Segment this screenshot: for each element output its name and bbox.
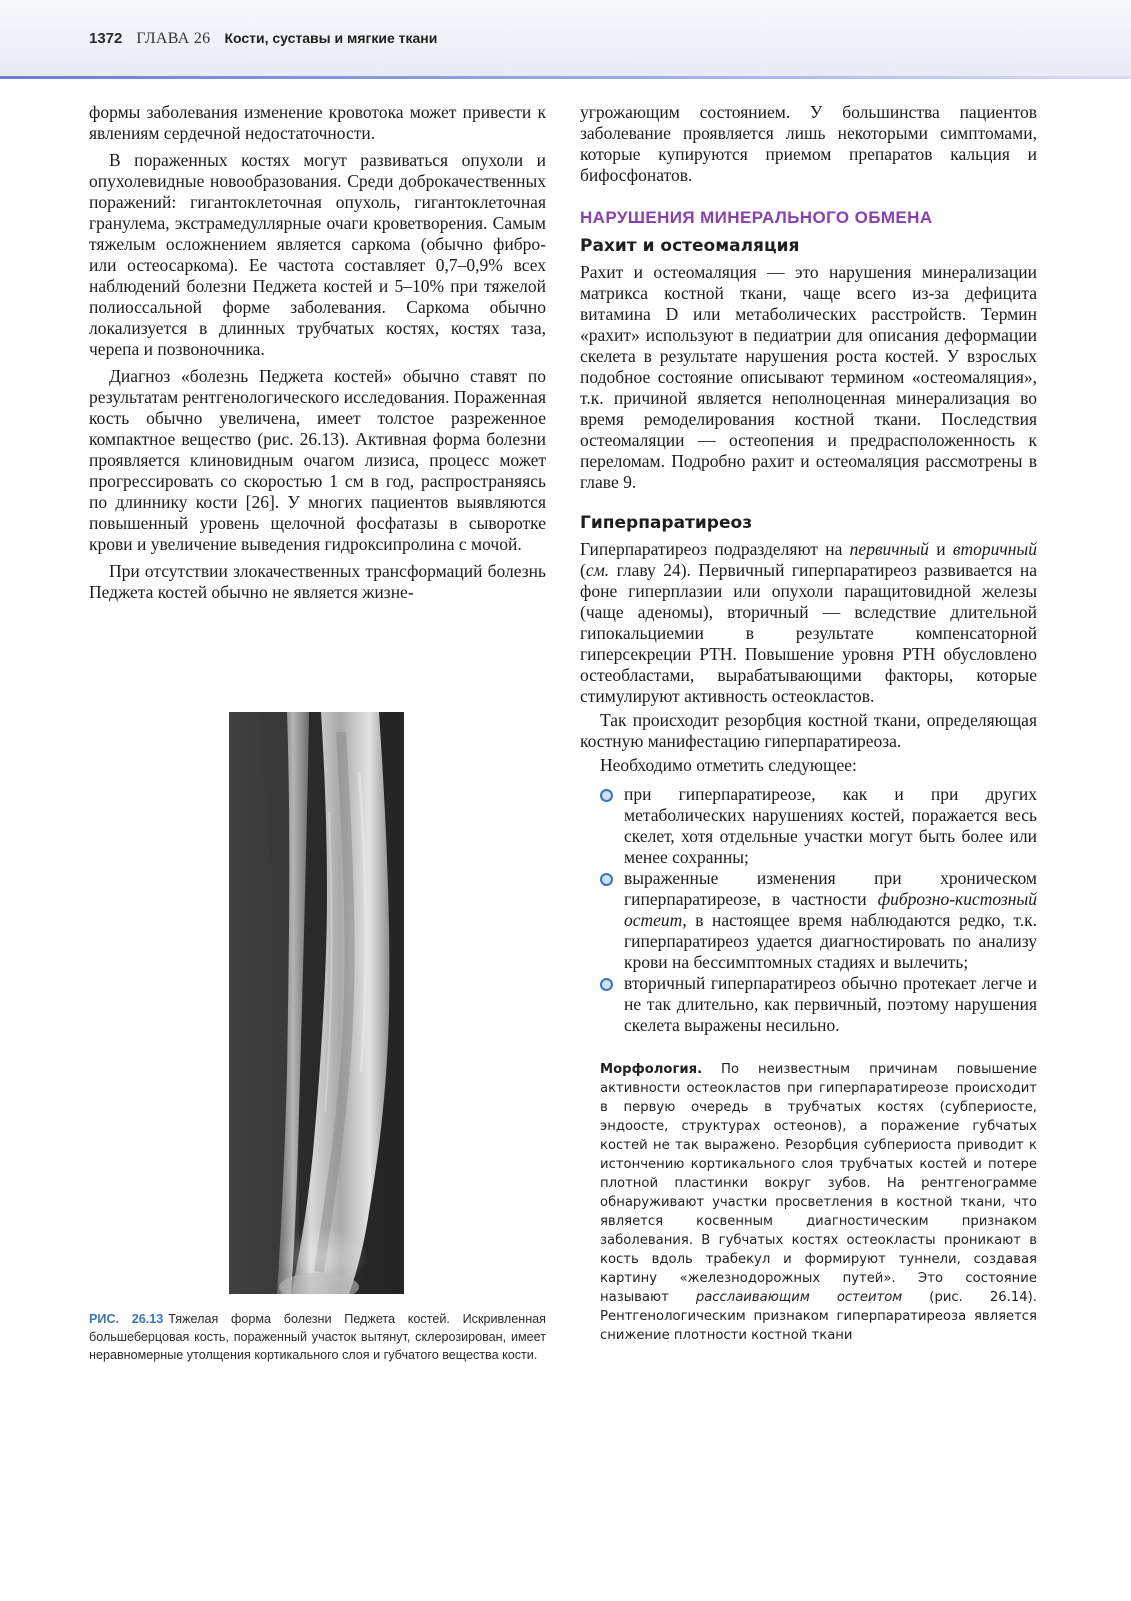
morphology-box: Морфология. По неизвестным причинам повышение активности остеокластов при гиперпаратиреозе происходит в первую очередь в трубчатых костях (субпериосте, эндоосте, структурах остеонов), а поражение губчатых костей не так выражено. Резорбция субпериоста приводит к истончению кортикального слоя трубчатых костей и потере плотной пластинки вокруг зубов. На рентгенограмме обнаруживают участки просветления в костной ткани, что является косвенным диагностическим признаком заболевания. В губчатых костях остеокласты проникают в кость вдоль трабекул и формируют туннели, создавая картину «железнодорожных путей». Это состояние называют расслаивающим остеитом (рис. 26.14). Рентгенологическим признаком гиперпаратиреоза является снижение плотности костной ткани: [600, 1062, 1037, 1343]
header-rule: [0, 76, 1131, 79]
paragraph: Гиперпаратиреоз подразделяют на первичный и вторичный (см. главу 24). Первичный гиперпаратиреоз развивается на фоне гиперплазии или опухоли паращитовидной железы (чаще аденомы), вторичный — вследствие длительной гипокальциемии в результате компенсаторной гиперсекреции PTH. Повышение уровня PTH обусловлено остеобластами, вырабатывающими факторы, которые стимулируют активность остеокластов.: [580, 539, 1037, 706]
paragraph: Диагноз «болезнь Педжета костей» обычно ставят по результатам рентгенологического исследования. Пораженная кость обычно увеличена, имеет толстое разреженное компактное вещество (рис. 26.13). Активная форма болезни проявляется клиновидным очагом лизиса, процесс может прогрессировать со скоростью 1 см в год, распространяясь по длиннику кости [26]. У многих пациентов выявляются повышенный уровень щелочной фосфатазы в сыворотке крови и увеличение выведения гидроксипролина с мочой.: [89, 366, 546, 554]
paragraph: Так происходит резорбция костной ткани, определяющая костную манифестацию гиперпаратиреоза.: [580, 710, 1037, 751]
xray-image: [229, 712, 404, 1294]
left-column: [89, 102, 546, 603]
subsection-title: Рахит и остеомаляция: [580, 236, 800, 256]
chapter-title: Кости, суставы и мягкие ткани: [224, 30, 438, 46]
paragraph: При отсутствии злокачественных трансформаций болезнь Педжета костей обычно не является жизне-: [89, 561, 546, 602]
figure-label: РИС. 26.13: [89, 1312, 164, 1326]
figure-caption: [89, 1310, 546, 1364]
circle-bullet-icon: [600, 978, 613, 991]
paragraph: угрожающим состоянием. У большинства пациентов заболевание проявляется лишь некоторыми симптомами, которые купируются приемом препаратов кальция и бифосфонатов.: [580, 102, 1037, 185]
page-number: 1372: [89, 30, 123, 47]
xray-figure-26-13: [229, 712, 404, 1294]
morphology-lead: Морфология.: [600, 1062, 703, 1077]
list-item: вторичный гиперпаратиреоз обычно протекает легче и не так длительно, как первичный, поэтому нарушения скелета выражены несильно.: [580, 973, 1037, 1036]
list-item: при гиперпаратиреозе, как и при других метаболических нарушениях костей, поражается весь скелет, хотя отдельные участки могут быть более или менее сохранны;: [580, 784, 1037, 868]
bullet-list: [580, 784, 1037, 1036]
right-column: [580, 102, 1037, 1345]
running-head: [89, 30, 437, 52]
paragraph: Рахит и остеомаляция — это нарушения минерализации матрикса костной ткани, чаще всего из-за дефицита витамина D или метаболических расстройств. Термин «рахит» используют в педиатрии для описания деформации скелета в результате нарушения роста костей. У взрослых подобное состояние описывают термином «остеомаляция», т.к. причиной является неполноценная минерализация во время ремоделирования костной ткани. Последствия остеомаляции — остеопения и предрасположенность к переломам. Подробно рахит и остеомаляция рассмотрены в главе 9.: [580, 262, 1037, 492]
paragraph: В пораженных костях могут развиваться опухоли и опухолевидные новообразования. Среди доброкачественных поражений: гигантоклеточная опухоль, гигантоклеточная гранулема, экстрамедуллярные очаги кроветворения. Самым тяжелым осложнением является саркома (обычно фибро- или остеосаркома). Ее частота составляет 0,7–0,9% всех наблюдений болезни Педжета костей и 5–10% при тяжелой полиоссальной форме заболевания. Саркома обычно локализуется в длинных трубчатых костях, костях таза, черепа и позвоночника.: [89, 150, 546, 359]
circle-bullet-icon: [600, 873, 613, 886]
caption-text: Тяжелая форма болезни Педжета костей. Искривленная большеберцовая кость, пораженный участок вытянут, склерозирован, имеет неравномерные утолщения кортикального слоя и губчатого вещества кости.: [89, 1312, 547, 1362]
circle-bullet-icon: [600, 789, 613, 802]
list-item: выраженные изменения при хроническом гиперпаратиреозе, в частности фиброзно-кистозный остеит, в настоящее время наблюдаются редко, т.к. гиперпаратиреоз удается диагностировать по анализу крови на бессимптомных стадиях и вылечить;: [580, 868, 1037, 973]
section-title: НАРУШЕНИЯ МИНЕРАЛЬНОГО ОБМЕНА: [580, 208, 933, 227]
subsection-title: Гиперпаратиреоз: [580, 513, 753, 533]
paragraph: формы заболевания изменение кровотока может привести к явлениям сердечной недостаточности.: [89, 102, 546, 143]
chapter-label: ГЛАВА 26: [136, 30, 211, 47]
list-intro: Необходимо отметить следующее:: [600, 755, 857, 775]
